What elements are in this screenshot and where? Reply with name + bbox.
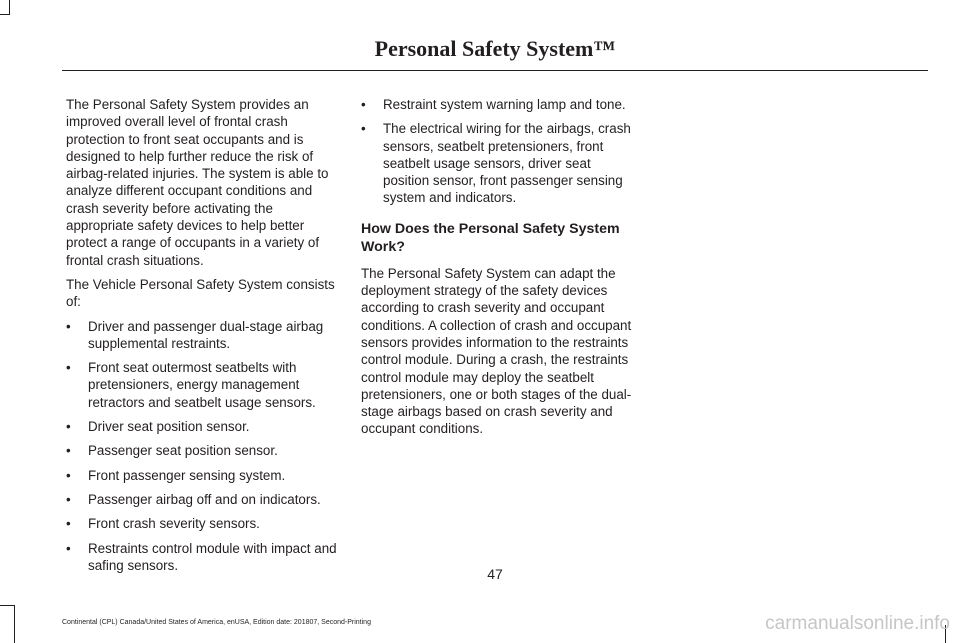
list-item (66, 359, 338, 411)
intro-paragraph: The Personal Safety System provides an improved overall level of frontal crash protection to front seat occupants and is designed to help further reduce the risk of airbag-related injuries. The system is able to analyze different occupant conditions and crash severity before activating the appropriate safety devices to help better protect a range of occupants in a variety of frontal crash situations. (66, 97, 329, 268)
list-item (66, 467, 338, 484)
header-rule (62, 70, 928, 71)
bullet-glyph: • (66, 443, 71, 459)
bullet-glyph: • (66, 516, 71, 532)
list-item (361, 120, 633, 206)
components-list (66, 318, 338, 575)
list-item-text: Front seat outermost seatbelts with pretensioners, energy management retractors and seatbelt usage sensors. (88, 360, 316, 410)
list-item (66, 318, 338, 353)
bullet-glyph: • (361, 121, 366, 137)
crop-mark-top-left-horizontal (0, 14, 10, 15)
bullet-glyph: • (66, 467, 71, 483)
list-item-text: Driver and passenger dual-stage airbag supplemental restraints. (88, 318, 324, 351)
list-item-text: Restraint system warning lamp and tone. (383, 97, 626, 112)
bullet-glyph: • (66, 491, 71, 507)
bullet-glyph: • (66, 360, 71, 376)
crop-mark-bottom-left-vertical (14, 605, 15, 643)
bullet-glyph: • (66, 540, 71, 556)
bullet-glyph: • (66, 318, 71, 334)
list-item-text: Front passenger sensing system. (88, 467, 286, 483)
components-list-continued (361, 96, 633, 207)
list-item-text: Driver seat position sensor. (88, 419, 250, 435)
list-item-text: Passenger seat position sensor. (88, 443, 278, 459)
bullet-glyph: • (361, 97, 366, 112)
list-item (361, 96, 633, 113)
right-column (361, 96, 633, 445)
crop-mark-bottom-left-horizontal (0, 605, 15, 606)
left-column (66, 96, 338, 581)
list-item (66, 515, 338, 532)
edition-note: Continental (CPL) Canada/United States of America, enUSA, Edition date: 201807, Second-Printing (62, 619, 371, 626)
consists-of-paragraph: The Vehicle Personal Safety System consists of: (66, 276, 335, 310)
list-item (66, 442, 338, 459)
crop-mark-top-left-vertical (9, 0, 10, 14)
list-item-text: Restraints control module with impact and safing sensors. (88, 540, 337, 573)
list-item-text: Passenger airbag off and on indicators. (88, 491, 321, 507)
list-item-text: Front crash severity sensors. (88, 516, 260, 532)
how-it-works-paragraph: The Personal Safety System can adapt the deployment strategy of the safety devices according to crash severity and occupant conditions. A collection of crash and occupant sensors provides information to the restraints control module. During a crash, the restraints control module may deploy the seatbelt pretensioners, one or both stages of the dual-stage airbags based on crash severity and occupant conditions. (361, 265, 632, 437)
page-title: Personal Safety System™ (374, 36, 616, 61)
bullet-glyph: • (66, 419, 71, 435)
watermark: carmanualsonline.info (765, 613, 950, 634)
section-heading: How Does the Personal Safety System Work? (361, 220, 620, 255)
list-item (66, 491, 338, 508)
page-number: 47 (487, 566, 503, 582)
list-item (66, 418, 338, 435)
list-item-text: The electrical wiring for the airbags, crash sensors, seatbelt pretensioners, front seatbelt usage sensors, driver seat position sensor, front passenger sensing system and indicators. (383, 121, 631, 206)
